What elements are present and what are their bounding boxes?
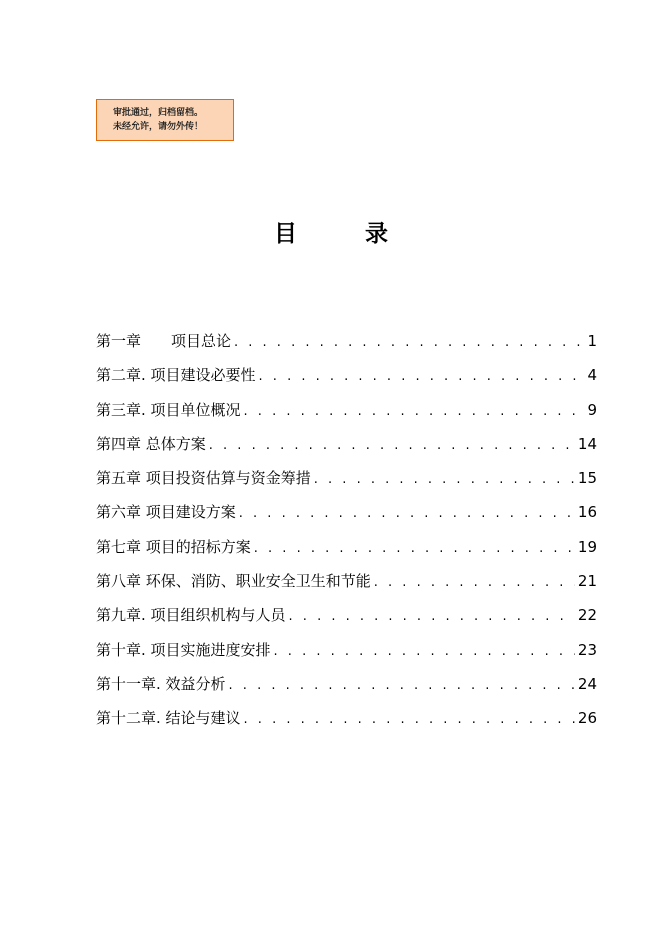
toc-dot-leader — [209, 429, 575, 463]
toc-dot-leader — [254, 532, 575, 566]
toc-dot-leader — [274, 635, 575, 669]
toc-entry-label: 第七章 项目的招标方案 — [96, 537, 251, 556]
toc-dot-leader — [259, 360, 585, 394]
toc-entry-1[interactable] — [96, 324, 597, 358]
toc-entry-page: 26 — [577, 709, 597, 728]
toc-entry-label: 第三章. 项目单位概况 — [96, 400, 241, 419]
table-of-contents — [96, 324, 597, 736]
toc-entry-2[interactable] — [96, 358, 597, 392]
toc-entry-page: 19 — [577, 537, 597, 556]
stamp-line-2: 未经允许，请勿外传！ — [113, 122, 204, 132]
toc-entry-label: 第九章. 项目组织机构与人员 — [96, 606, 286, 625]
toc-entry-label: 第一章 项目总论 — [96, 332, 232, 350]
toc-entry-page: 4 — [587, 366, 597, 385]
toc-dot-leader — [374, 566, 575, 600]
toc-entry-6[interactable] — [96, 495, 597, 529]
toc-entry-10[interactable] — [96, 633, 597, 667]
toc-entry-page: 24 — [577, 674, 597, 693]
toc-entry-3[interactable] — [96, 393, 597, 427]
toc-entry-12[interactable] — [96, 701, 597, 735]
toc-entry-page: 16 — [577, 503, 597, 522]
title-char-2: 录 — [365, 221, 388, 247]
toc-dot-leader — [234, 326, 584, 360]
toc-entry-5[interactable] — [96, 461, 597, 495]
toc-entry-label: 第二章. 项目建设必要性 — [96, 366, 256, 385]
toc-entry-page: 21 — [577, 572, 597, 591]
toc-entry-8[interactable] — [96, 564, 597, 598]
toc-entry-label: 第八章 环保、消防、职业安全卫生和节能 — [96, 572, 371, 591]
toc-entry-label: 第六章 项目建设方案 — [96, 503, 236, 522]
toc-dot-leader — [229, 669, 575, 703]
toc-entry-label: 第十一章. 效益分析 — [96, 674, 226, 693]
toc-entry-page: 15 — [577, 469, 597, 488]
toc-entry-11[interactable] — [96, 667, 597, 701]
toc-entry-page: 1 — [587, 332, 597, 350]
toc-dot-leader — [244, 395, 585, 429]
toc-entry-4[interactable] — [96, 427, 597, 461]
toc-dot-leader — [289, 600, 575, 634]
toc-entry-page: 14 — [577, 434, 597, 453]
toc-entry-9[interactable] — [96, 598, 597, 632]
toc-dot-leader — [244, 703, 575, 737]
toc-entry-page: 9 — [587, 400, 597, 419]
toc-entry-label: 第十章. 项目实施进度安排 — [96, 640, 271, 659]
confidential-stamp — [96, 99, 234, 141]
toc-dot-leader — [239, 497, 575, 531]
toc-entry-label: 第五章 项目投资估算与资金筹措 — [96, 469, 311, 488]
stamp-line-1: 审批通过，归档留档。 — [113, 108, 204, 118]
toc-entry-page: 23 — [577, 640, 597, 659]
toc-entry-page: 22 — [577, 606, 597, 625]
toc-dot-leader — [314, 463, 575, 497]
toc-entry-label: 第十二章. 结论与建议 — [96, 709, 241, 728]
toc-entry-label: 第四章 总体方案 — [96, 434, 206, 453]
title-char-1: 目 — [274, 221, 297, 247]
toc-entry-7[interactable] — [96, 530, 597, 564]
